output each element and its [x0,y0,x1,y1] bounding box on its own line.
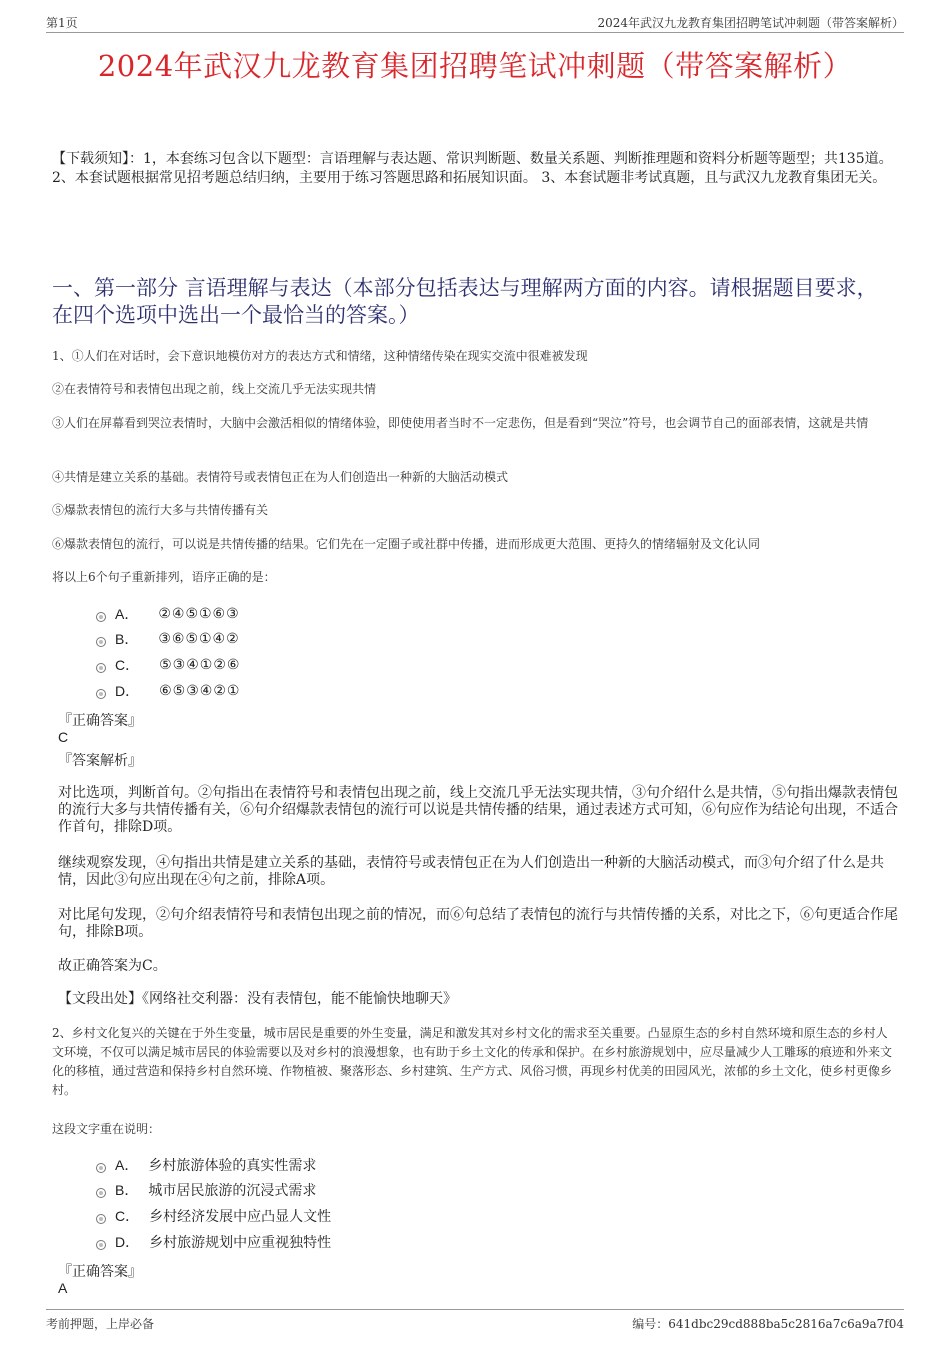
q1-sentence-4: ④共情是建立关系的基础。表情符号或表情包正在为人们创造出一种新的大脑活动模式 [52,470,509,484]
q1-analysis-paragraph: 故正确答案为C。 [58,958,167,974]
option-text: 乡村经济发展中应凸显人文性 [149,1209,332,1225]
option-key: A． [115,606,139,622]
q1-sentence-5: ⑤爆款表情包的流行大多与共情传播有关 [52,503,269,517]
option-text: 城市居民旅游的沉浸式需求 [148,1183,317,1199]
radio-icon[interactable] [96,1188,106,1198]
footer-serial: 编号：641dbc29cd888ba5c2816a7c6a9a7f04 [632,1317,904,1331]
q1-sentence-1: 1、①人们在对话时，会下意识地模仿对方的表达方式和情绪，这种情绪传染在现实交流中很难被发现 [52,349,588,363]
q2-option-b[interactable] [96,1181,316,1199]
q2-option-c[interactable] [96,1207,331,1225]
footer-slogan: 考前押题，上岸必备 [46,1317,155,1331]
q1-sentence-6: ⑥爆款表情包的流行，可以说是共情传播的结果。它们先在一定圈子或社群中传播，进而形成更大范围、更持久的情绪辐射及文化认同 [52,537,761,551]
radio-icon[interactable] [96,663,106,673]
option-key: C． [115,1208,140,1224]
q1-option-b[interactable] [96,630,240,648]
q2-prompt: 这段文字重在说明： [52,1122,161,1136]
document-title: 2024年武汉九龙教育集团招聘笔试冲刺题（带答案解析） [97,49,853,83]
option-text: ⑥⑤③④②① [159,683,241,699]
radio-icon[interactable] [96,1163,106,1173]
option-text: ⑤③④①②⑥ [159,657,241,673]
q1-source: 【文段出处】《网络社交利器：没有表情包，能不能愉快地聊天》 [58,991,457,1007]
q2-option-a[interactable] [96,1156,316,1174]
option-text: ②④⑤①⑥③ [158,606,240,622]
q1-option-c[interactable] [96,656,240,674]
q1-analysis-paragraph: 继续观察发现，④句指出共情是建立关系的基础，表情符号或表情包正在为人们创造出一种新的大脑活动模式，而③句介绍了什么是共情，因此③句应出现在④句之前，排除A项。 [58,855,884,888]
option-text: 乡村旅游体验的真实性需求 [148,1158,317,1174]
radio-icon[interactable] [96,612,106,622]
radio-icon[interactable] [96,637,106,647]
q1-answer-label: 『正确答案』 [58,713,142,729]
radio-icon[interactable] [96,689,106,699]
option-key: D． [115,1234,140,1250]
q1-sentence-3: ③人们在屏幕看到哭泣表情时，大脑中会激活相似的情绪体验，即使使用者当时不一定悲伤，但是看到“哭泣”符号，也会调节自己的面部表情，这就是共情 [52,416,869,430]
option-key: C． [115,657,140,673]
option-key: D． [115,683,140,699]
q1-option-a[interactable] [96,605,240,623]
q2-stem: 2、乡村文化复兴的关键在于外生变量，城市居民是重要的外生变量，满足和激发其对乡村文化的需求至关重要。凸显原生态的乡村自然环境和原生态的乡村人文环境，不仅可以满足城市居民的体验需要以及对乡村的浪漫想象，也有助于乡土文化的传承和保护。在乡村旅游规划中，应尽量减少人工雕琢的痕迹和外来文化的移植，通过营造和保持乡村自然环境、作物植被、聚落形态、乡村建筑、生产方式、风俗习惯，再现乡村优美的田园风光，浓郁的乡土文化，使乡村更像乡村。 [52,1026,893,1097]
q2-answer-label: 『正确答案』 [58,1264,142,1280]
q1-analysis-paragraph: 对比选项，判断首句。②句指出在表情符号和表情包出现之前，线上交流几乎无法实现共情，③句介绍什么是共情，⑤句指出爆款表情包的流行大多与共情传播有关，⑥句介绍爆款表情包的流行可以说是共情传播的结果，通过表述方式可知，⑥句应作为结论句出现，不适合作首句，排除D项。 [58,785,898,835]
q1-option-d[interactable] [96,682,240,700]
option-text: 乡村旅游规划中应重视独特性 [149,1235,332,1251]
section-heading: 一、第一部分 言语理解与表达（本部分包括表达与理解两方面的内容。请根据题目要求，在四个选项中选出一个最恰当的答案。） [52,276,878,327]
download-notice: 【下载须知】：1，本套练习包含以下题型：言语理解与表达题、常识判断题、数量关系题、判断推理题和资料分析题等题型；共135道。 2、本套试题根据常见招考题总结归纳，主要用于练习答题思路和拓展知识面。 3、本套试题非考试真题，且与武汉九龙教育集团无关。 [52,151,893,186]
q1-analysis-paragraph: 对比尾句发现，②句介绍表情符号和表情包出现之前的情况，而⑥句总结了表情包的流行与共情传播的关系，对比之下，⑥句更适合作尾句，排除B项。 [58,907,898,940]
radio-icon[interactable] [96,1240,106,1250]
q1-prompt: 将以上6个句子重新排列，语序正确的是： [52,570,276,584]
q1-analysis-label: 『答案解析』 [58,753,142,769]
page-header [46,14,904,33]
option-key: B． [115,631,139,647]
radio-icon[interactable] [96,1214,106,1224]
q2-answer: A [58,1280,68,1296]
q1-sentence-2: ②在表情符号和表情包出现之前，线上交流几乎无法实现共情 [52,382,377,396]
page-footer [46,1309,904,1332]
option-key: A． [115,1157,139,1173]
q1-answer: C [58,729,69,745]
header-doc-title: 2024年武汉九龙教育集团招聘笔试冲刺题（带答案解析） [597,16,904,30]
option-key: B． [115,1182,139,1198]
page-number: 第1页 [46,16,78,30]
option-text: ③⑥⑤①④② [158,631,240,647]
q2-option-d[interactable] [96,1233,331,1251]
